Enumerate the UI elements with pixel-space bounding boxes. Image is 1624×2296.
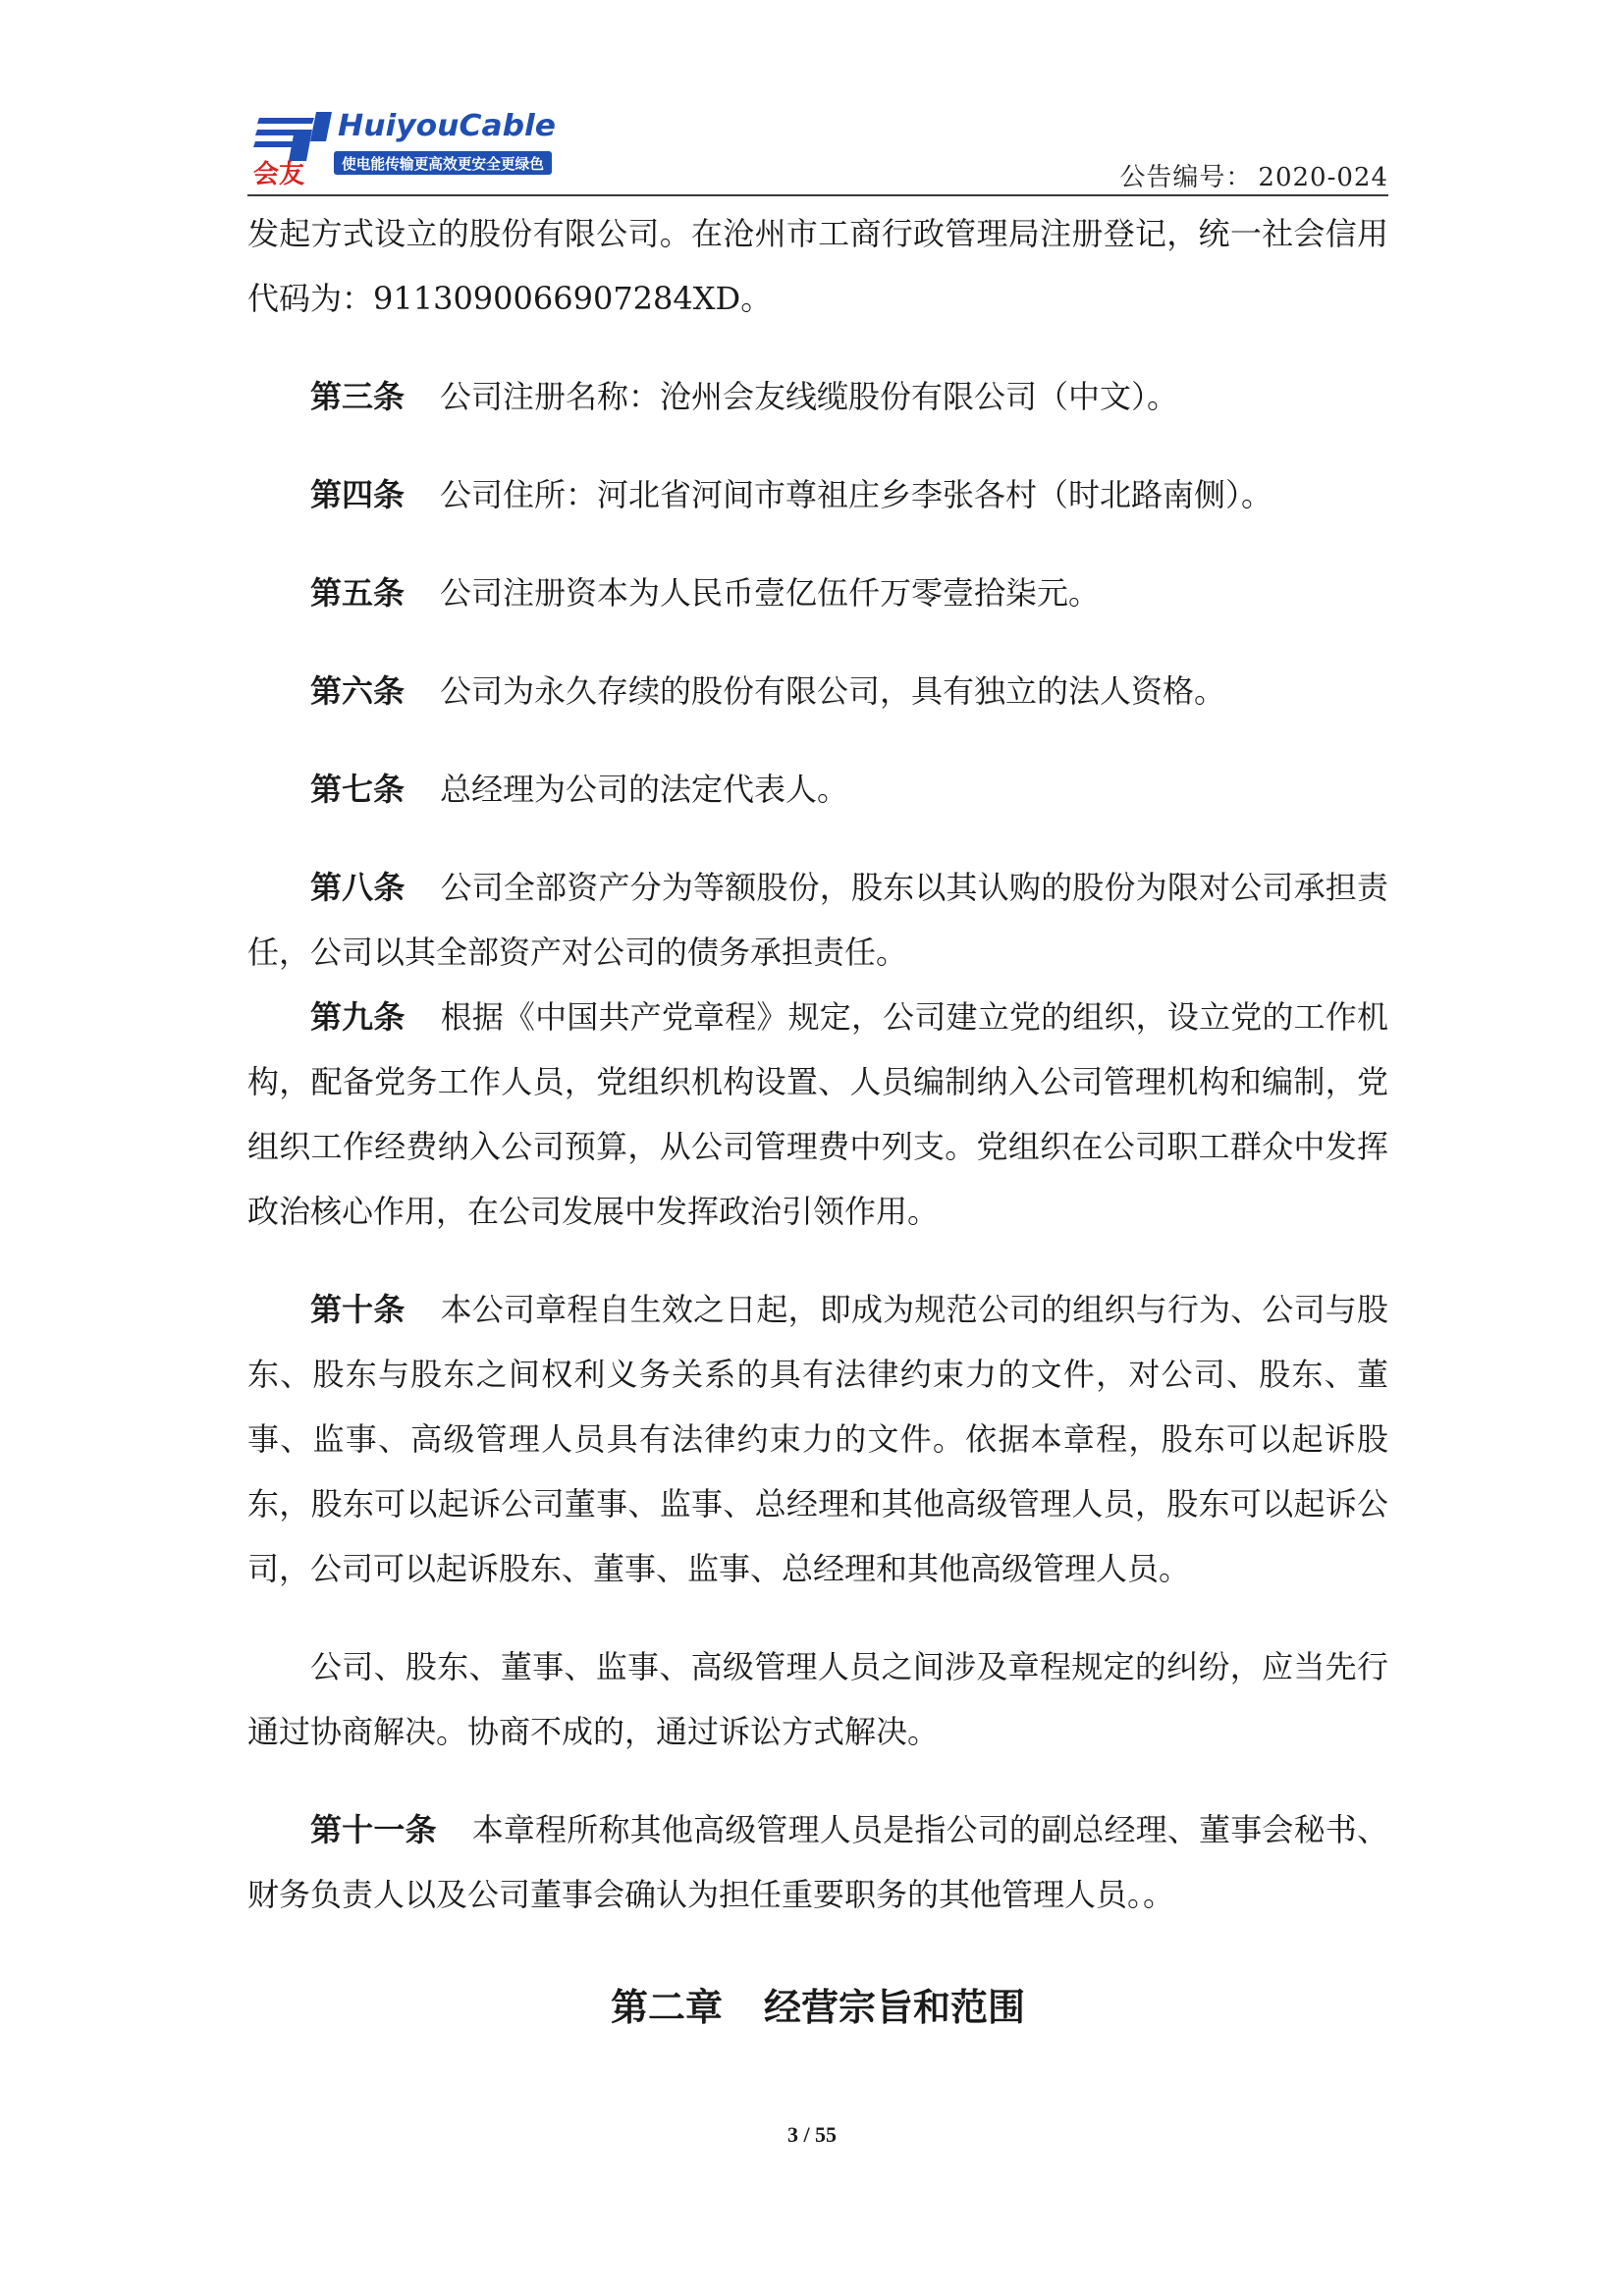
article-number: 第三条 — [310, 378, 406, 415]
article-text: 根据《中国共产党章程》规定，公司建立党的组织，设立党的工作机构，配备党务工作人员，党组织机构设置、人员编制纳入公司管理机构和编制，党组织工作经费纳入公司预算，从公司管理费中列支。党组织在公司职工群众中发挥政治核心作用，在公司发展中发挥政治引领作用。 — [247, 998, 1388, 1230]
article-10 — [247, 1277, 1388, 1601]
article-11 — [247, 1797, 1388, 1927]
article-7 — [247, 757, 1388, 822]
header-divider — [247, 194, 1388, 196]
article-10-continued — [247, 1634, 1388, 1764]
article-number: 第七条 — [310, 771, 406, 808]
article-text: 本公司章程自生效之日起，即成为规范公司的组织与行为、公司与股东、股东与股东之间权利义务关系的具有法律约束力的文件，对公司、股东、董事、监事、高级管理人员具有法律约束力的文件。依据本章程，股东可以起诉股东，股东可以起诉公司董事、监事、总经理和其他高级管理人员，股东可以起诉公司，公司可以起诉股东、董事、监事、总经理和其他高级管理人员。 — [247, 1291, 1388, 1587]
page-number: 3 / 55 — [786, 2122, 838, 2147]
logo-brand-text: HuiyouCable — [338, 109, 556, 143]
paragraph-continued — [247, 201, 1388, 331]
article-number: 第十条 — [310, 1291, 406, 1328]
article-number: 第四条 — [310, 476, 406, 513]
document-body — [247, 201, 1388, 2037]
article-text: 公司全部资产分为等额股份，股东以其认购的股份为限对公司承担责任，公司以其全部资产对公司的债务承担责任。 — [247, 869, 1388, 971]
article-text: 公司注册名称：沧州会友线缆股份有限公司（中文）。 — [440, 378, 1179, 415]
article-4 — [247, 462, 1388, 527]
chapter-heading — [247, 1978, 1388, 2037]
announcement-number — [1119, 157, 1388, 193]
announcement-number-label: 公告编号： — [1119, 163, 1253, 192]
logo-slogan: 使电能传输更高效更安全更绿色 — [342, 155, 544, 173]
chapter-number: 第二章 — [610, 1985, 723, 2029]
paragraph-text: 公司、股东、董事、监事、高级管理人员之间涉及章程规定的纠纷，应当先行通过协商解决。协商不成的，通过诉讼方式解决。 — [247, 1648, 1388, 1750]
article-number: 第六条 — [310, 672, 406, 710]
article-text: 公司为永久存续的股份有限公司，具有独立的法人资格。 — [440, 672, 1226, 710]
logo-chinese-mark: 会友 — [253, 160, 305, 187]
article-text: 公司住所：河北省河间市尊祖庄乡李张各村（时北路南侧）。 — [440, 476, 1273, 513]
article-3 — [247, 364, 1388, 429]
logo-mark-icon — [253, 112, 332, 161]
article-8 — [247, 855, 1388, 985]
article-number: 第五条 — [310, 574, 406, 612]
article-6 — [247, 659, 1388, 723]
paragraph-text: 发起方式设立的股份有限公司。在沧州市工商行政管理局注册登记，统一社会信用代码为：9113090066907284XD。 — [247, 215, 1388, 317]
article-number: 第十一条 — [310, 1811, 437, 1848]
article-text: 总经理为公司的法定代表人。 — [440, 771, 849, 808]
article-5 — [247, 561, 1388, 625]
page-header — [247, 108, 1388, 196]
article-9 — [247, 985, 1388, 1244]
article-number: 第九条 — [310, 998, 406, 1036]
article-text: 本章程所称其他高级管理人员是指公司的副总经理、董事会秘书、财务负责人以及公司董事会确认为担任重要职务的其他管理人员。。 — [247, 1811, 1388, 1913]
article-text: 公司注册资本为人民币壹亿伍仟万零壹拾柒元。 — [440, 574, 1101, 612]
article-number: 第八条 — [310, 869, 406, 906]
chapter-title: 经营宗旨和范围 — [764, 1985, 1026, 2029]
company-logo — [251, 108, 566, 187]
announcement-number-value: 2020-024 — [1258, 163, 1388, 192]
